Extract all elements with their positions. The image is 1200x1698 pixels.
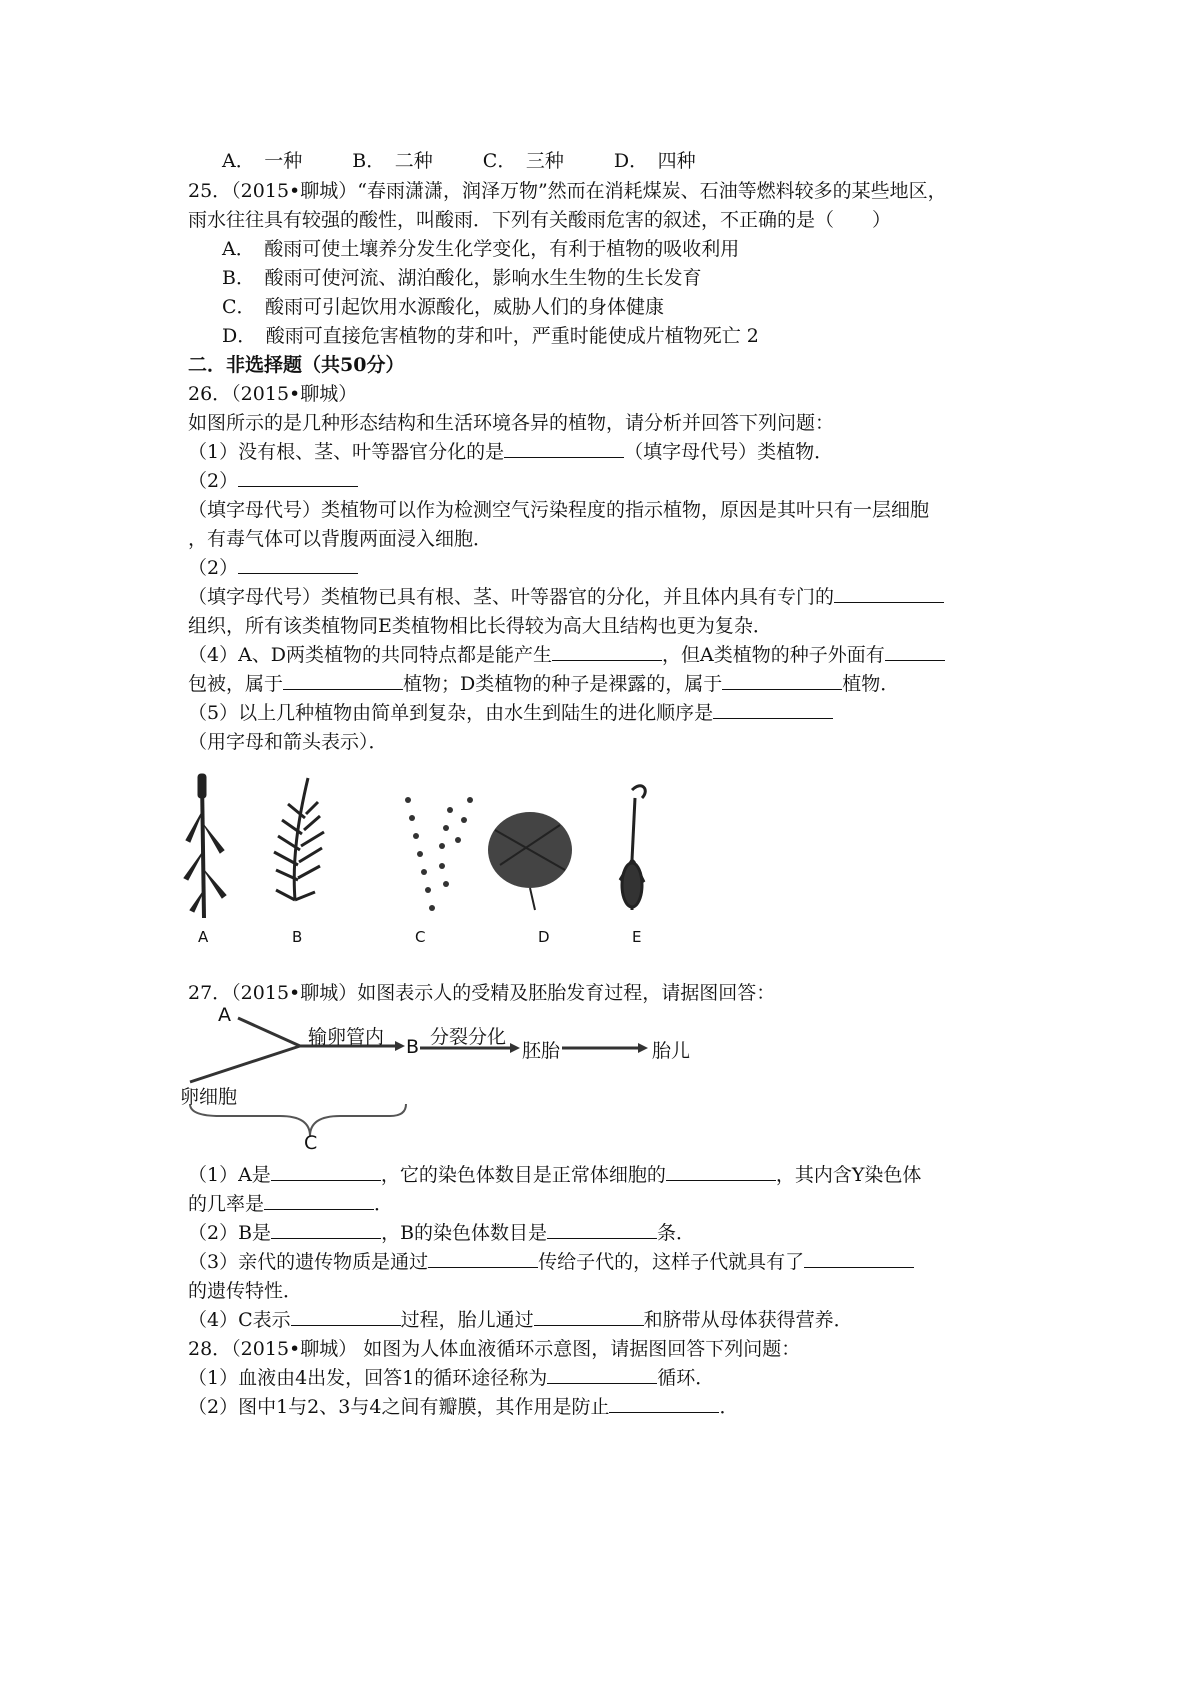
q26-part3-line1 [188,584,944,610]
q26-intro: 如图所示的是几种形态结构和生活环境各异的植物，请分析并回答下列问题： [188,412,835,434]
answer-blank[interactable] [804,1249,914,1268]
q28-part1-text-a: （1）血液由4出发，回答1的循环途径称为 [188,1367,548,1389]
plant-c-algae [405,797,473,911]
answer-blank[interactable] [238,555,358,574]
diagram-label-egg: 卵细胞 [180,1086,238,1108]
fertilization-diagram [180,1004,740,1154]
q27-part3-text-a: （3）亲代的遗传物质是通过 [188,1251,429,1273]
q24-option-d: D． 四种 [613,150,696,172]
diagram-label-c: C [304,1132,318,1154]
plant-label-b: B [292,928,303,946]
q27-part1-text-a: （1）A是 [188,1164,271,1186]
q28-part2 [188,1394,738,1420]
q26-part4-text-c: 包被，属于 [188,673,284,695]
answer-blank[interactable] [713,700,833,719]
q26-part2-line2: ，有毒气体可以背腹两面浸入细胞． [188,528,493,550]
answer-blank[interactable] [885,642,945,661]
q27-part2-text-c: 条． [657,1222,696,1244]
plant-label-c: C [415,928,426,946]
q26-part3-text: （填字母代号）类植物已具有根、茎、叶等器官的分化，并且体内具有专门的 [188,586,835,608]
q26-part4-text-e: 植物． [842,673,900,695]
q27-part1-text-e: ． [374,1193,394,1215]
q26-part3 [188,555,358,581]
q28-header: 28．（2015•聊城） 如图为人体血液循环示意图，请据图回答下列问题： [188,1338,801,1360]
plant-label-a: A [198,928,209,946]
q27-part3-line1 [188,1249,914,1275]
answer-blank[interactable] [264,1191,374,1210]
diagram-label-b: B [406,1036,420,1058]
q27-part4-text-c: 和脐带从母体获得营养． [643,1309,853,1331]
answer-blank[interactable] [271,1162,381,1181]
q25-stem-line1: 25．（2015•聊城）“春雨潇潇，润泽万物”然而在消耗煤炭、石油等燃料较多的某些地区， [188,180,947,202]
q26-part3-label: （2） [188,557,239,579]
answer-blank[interactable] [722,671,842,690]
plants-figure [180,770,700,950]
q24-option-a: A． 一种 [222,150,303,172]
q25-option-a: A． 酸雨可使土壤养分发生化学变化，有利于植物的吸收利用 [222,238,740,260]
q26-part4-line2 [188,671,899,697]
plant-label-d: D [538,928,550,946]
q26-part3-line2: 组织，所有该类植物同E类植物相比长得较为高大且结构也更为复杂． [188,615,772,637]
q27-part1-text-b: ，它的染色体数目是正常体细胞的 [380,1164,666,1186]
answer-blank[interactable] [552,642,662,661]
q27-part4 [188,1307,853,1333]
q26-part4-text-a: （4）A、D两类植物的共同特点都是能产生 [188,644,553,666]
plant-a-corn [184,774,226,918]
answer-blank[interactable] [834,584,944,603]
answer-blank[interactable] [504,439,624,458]
q26-part1 [188,439,833,465]
answer-blank[interactable] [534,1307,644,1326]
q26-header: 26．（2015•聊城） [188,383,358,405]
q27-part2-text-a: （2）B是 [188,1222,272,1244]
q25-option-b: B． 酸雨可使河流、湖泊酸化，影响水生生物的生长发育 [222,267,702,289]
answer-blank[interactable] [428,1249,538,1268]
answer-blank[interactable] [238,468,358,487]
q26-part2-label: （2） [188,470,239,492]
q25-option-c: C． 酸雨可引起饮用水源酸化，威胁人们的身体健康 [222,296,665,318]
q24-option-c: C． 三种 [482,150,564,172]
q26-part5-text-a: （5）以上几种植物由简单到复杂，由水生到陆生的进化顺序是 [188,702,714,724]
q28-part2-text-b: ． [719,1396,739,1418]
answer-blank[interactable] [609,1394,719,1413]
q27-part4-text-a: （4）C表示 [188,1309,291,1331]
q26-part2-line1: （填字母代号）类植物可以作为检测空气污染程度的指示植物，原因是其叶只有一层细胞 [188,499,930,521]
q25-stem-line2: 雨水往往具有较强的酸性，叫酸雨．下列有关酸雨危害的叙述，不正确的是（ ） [188,209,892,231]
diagram-label-a: A [218,1004,231,1026]
q27-part1-text-d: 的几率是 [188,1193,265,1215]
answer-blank[interactable] [547,1365,657,1384]
answer-blank[interactable] [666,1162,776,1181]
q28-part1-text-b: 循环． [657,1367,715,1389]
diagram-label-embryo: 胚胎 [522,1040,561,1062]
q26-part4-text-d: 植物；D类植物的种子是裸露的，属于 [403,673,723,695]
q28-part1 [188,1365,714,1391]
q26-part2 [188,468,358,494]
plant-e-moss [620,786,645,910]
q27-part1-text-c: ，其内含Y染色体 [775,1164,922,1186]
plant-d-pine [488,812,572,910]
q27-part2 [188,1220,695,1246]
q26-part4-text-b: ，但A类植物的种子外面有 [662,644,885,666]
section-title: 二．非选择题（共50分） [188,354,405,376]
q26-part1-text-a: （1）没有根、茎、叶等器官分化的是 [188,441,505,463]
q25-option-d: D． 酸雨可直接危害植物的芽和叶，严重时能使成片植物死亡 2 [222,325,759,347]
q24-options [222,148,740,174]
plant-b-fern [274,778,324,900]
q28-part2-text-a: （2）图中1与2、3与4之间有瓣膜，其作用是防止 [188,1396,610,1418]
plants-illustration [180,770,700,950]
answer-blank[interactable] [283,671,403,690]
q26-part5-line2: （用字母和箭头表示）． [188,731,388,753]
answer-blank[interactable] [271,1220,381,1239]
q27-part2-text-b: ，B的染色体数目是 [381,1222,548,1244]
answer-blank[interactable] [291,1307,401,1326]
diagram-label-path: 输卵管内 [308,1026,385,1048]
q26-part1-text-b: （填字母代号）类植物． [624,441,834,463]
q27-part1-line2 [188,1191,393,1217]
q27-header: 27．（2015•聊城）如图表示人的受精及胚胎发育过程，请据图回答： [188,982,776,1004]
plant-label-e: E [632,928,642,946]
diagram-label-fetus: 胎儿 [652,1040,691,1062]
q27-part1-line1 [188,1162,921,1188]
q27-part3-line2: 的遗传特性． [188,1280,303,1302]
q27-part3-text-b: 传给子代的，这样子代就具有了 [538,1251,805,1273]
answer-blank[interactable] [547,1220,657,1239]
q24-option-b: B． 二种 [352,150,433,172]
q26-part5 [188,700,833,726]
q26-part4-line1 [188,642,945,668]
diagram-label-split: 分裂分化 [430,1026,507,1048]
q27-part4-text-b: 过程，胎儿通过 [400,1309,534,1331]
